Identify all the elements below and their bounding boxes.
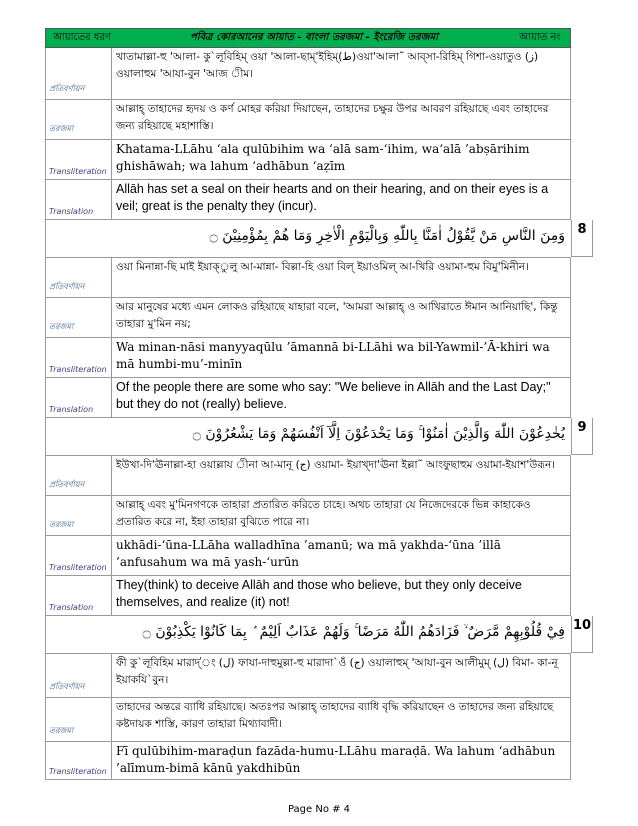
arabic-row-9 bbox=[45, 418, 587, 456]
row-pronunciation-7 bbox=[45, 48, 571, 100]
row-pronunciation-8 bbox=[45, 258, 571, 298]
row-translation-7 bbox=[45, 180, 571, 220]
row-pronunciation-10 bbox=[45, 654, 571, 698]
label-pronunciation: প্রতিবর্ণায়ন bbox=[46, 48, 112, 99]
verse-number: 10 bbox=[571, 616, 593, 653]
row-transliteration-8 bbox=[45, 338, 571, 378]
header-verse-type: আয়াতের ধরণ bbox=[53, 31, 111, 43]
label-pronunciation: প্রতিবর্ণায়ন bbox=[46, 456, 112, 495]
arabic-row-10 bbox=[45, 616, 592, 654]
transliteration-text: Fī qulūbihim-maraḍun fazāda-humu-LLāhu maraḍā. Wa lahum ‘adhābun ’alīmum-bimā kānū yakdhibūn bbox=[116, 744, 556, 775]
transliteration-text: ukhādi-‘ūna-LLāha walladhīna ’amanū; wa mā yakhda-‘ūna ’illā ’anfusahum wa mā yash-‘urūn bbox=[116, 538, 501, 569]
label-translation: Translation bbox=[46, 576, 112, 615]
arabic-row-8 bbox=[45, 220, 587, 258]
label-bangla: তরজমা bbox=[46, 100, 112, 139]
label-translation: Translation bbox=[46, 180, 112, 219]
pronunciation-text: ওয়া মিনান্না-ছি মাই ইয়াক্ুলু আ-মান্না- বিল্লা-হি ওয়া বিল্ ইয়াওমিল্ আ-খিরি ওয়ামা-হুম বিমু'মিনীন। bbox=[116, 261, 529, 273]
label-transliteration: Transliteration bbox=[46, 742, 112, 779]
verse-number: 9 bbox=[571, 418, 593, 455]
row-bangla-8 bbox=[45, 298, 571, 338]
label-bangla: তরজমা bbox=[46, 698, 112, 741]
page-number: Page No # 4 bbox=[287, 804, 351, 815]
label-transliteration: Transliteration bbox=[46, 140, 112, 179]
row-bangla-10 bbox=[45, 698, 571, 742]
transliteration-text: Khatama-LLāhu ‘ala qulūbihim wa ‘alā sam-‘ihim, wa‘alā ’abṣārihim ghishāwah; wa lahum ‘adhābun ‘aẓīm bbox=[116, 142, 530, 173]
label-pronunciation: প্রতিবর্ণায়ন bbox=[46, 654, 112, 697]
label-translation: Translation bbox=[46, 378, 112, 417]
row-translation-9 bbox=[45, 576, 571, 616]
bangla-text: আল্লাহ্ এবং মু'মিনগণকে তাহারা প্রতারিত করিতে চাহে। অথচ তাহারা যে নিজেদেরকে ভিন্ন কাহাকেও প্রতারিত করে না, ইহা তাহারা বুঝিতে পারে না। bbox=[116, 499, 531, 528]
table-header bbox=[45, 28, 571, 48]
translation-text: Of the people there are some who say: "We believe in Allāh and the Last Day;" but they do not (really) believe. bbox=[116, 380, 551, 411]
bangla-text: তাহাদের অন্তরে ব্যাধি রহিয়াছে। অতঃপর আল্লাহ্ তাহাদের ব্যাধি বৃদ্ধি করিয়াছেন ও তাহাদের জন্য রহিয়াছে কষ্টদায়ক শাস্তি, কারণ তাহারা মিথ্যাবাদী। bbox=[116, 701, 554, 730]
arabic-text: فِيْ قُلُوْبِهِمْ مَّرَضٌ ۙ فَزَادَهُمُ اللّٰهُ مَرَضًا ۚ وَلَهُمْ عَذَابٌ اَلِيْمٌ ۢ بِمَا كَانُوْا يَكْذِبُوْنَ ۝ bbox=[142, 624, 565, 640]
bangla-text: আর মানুষের মধ্যে এমন লোকও রহিয়াছে যাহারা বলে, 'আমরা আল্লাহ্ ও আখিরাতে ঈমান আনিয়াছি', কিন্তু তাহারা মু'মিন নয়; bbox=[116, 301, 558, 330]
row-transliteration-9 bbox=[45, 536, 571, 576]
label-pronunciation: প্রতিবর্ণায়ন bbox=[46, 258, 112, 297]
row-transliteration-7 bbox=[45, 140, 571, 180]
pronunciation-text: ফী কু`লূবিহিম মারাদ্'ং (ل) ফাযা-দাহুমুল্লা-হু মারাদা`ওঁ (ج) ওয়ালাহুম্ 'আযা-বুন আলীমুম্ (ل) বিমা- কা-নূ ইয়াকযি`বুন। bbox=[116, 657, 558, 686]
header-verse-number: আয়াত নং bbox=[519, 31, 561, 43]
header-title: পবিত্র কোরআনের আয়াত - বাংলা তরজমা - ইংরেজি তরজমা bbox=[189, 31, 439, 43]
pronunciation-text: ইউখা-দি'ঊনাল্লা-হা ওয়াল্লায ীনা আ-মানূ (ج) ওয়ামা- ইয়াখ্দা'ঊনা ইল্লা˜ আংফুছাহুম ওয়ামা-ইয়াশ'উরূন। bbox=[116, 459, 556, 471]
arabic-text: يُخٰدِعُوْنَ اللّٰهَ وَالَّذِيْنَ اٰمَنُوْا ۚ وَمَا يَخْدَعُوْنَ اِلَّآ اَنْفُسَهُمْ وَمَا يَشْعُرُوْنَ ۝ bbox=[192, 426, 565, 442]
row-bangla-9 bbox=[45, 496, 571, 536]
row-translation-8 bbox=[45, 378, 571, 418]
label-transliteration: Transliteration bbox=[46, 338, 112, 377]
arabic-text: وَمِنَ النَّاسِ مَنْ يَّقُوْلُ اٰمَنَّا بِاللّٰهِ وَبِالْيَوْمِ الْاٰخِرِ وَمَا هُمْ بِمُؤْمِنِيْنَ ۝ bbox=[209, 228, 565, 244]
transliteration-text: Wa minan-nāsi manyyaqūlu ’āmannā bi-LLāhi wa bil-Yawmil-’Ā-khiri wa mā humbi-mu’-minīn bbox=[116, 340, 550, 371]
row-pronunciation-9 bbox=[45, 456, 571, 496]
pronunciation-text: খাতামাল্লা-হু 'আলা- কু`লূবিহিম্ ওয়া 'আলা-ছাম্'ইহিম্(ط)ওয়া'আলা˜ আব্সা-রিহিম্ গিশা-ওয়াতুও (ز) ওয়ালাহুম 'আযা-বুন 'আজ ীম। bbox=[116, 51, 539, 80]
verse-number: 8 bbox=[571, 220, 593, 257]
bangla-text: আল্লাহ্ তাহাদের হৃদয় ও কর্ণ মোহর করিয়া দিয়াছেন, তাহাদের চক্ষুর উপর আবরণ রহিয়াছে এবং তাহাদের জন্য রহিয়াছে মহাশাস্তি। bbox=[116, 103, 549, 132]
label-bangla: তরজমা bbox=[46, 496, 112, 535]
quran-table bbox=[45, 28, 592, 780]
translation-text: Allāh has set a seal on their hearts and on their hearing, and on their eyes is a veil; great is the penalty they (incur). bbox=[116, 182, 549, 213]
row-transliteration-10 bbox=[45, 742, 571, 780]
translation-text: They(think) to deceive Allāh and those who believe, but they only deceive themselves, and realize (it) not! bbox=[116, 578, 522, 609]
label-bangla: তরজমা bbox=[46, 298, 112, 337]
label-transliteration: Transliteration bbox=[46, 536, 112, 575]
row-bangla-7 bbox=[45, 100, 571, 140]
